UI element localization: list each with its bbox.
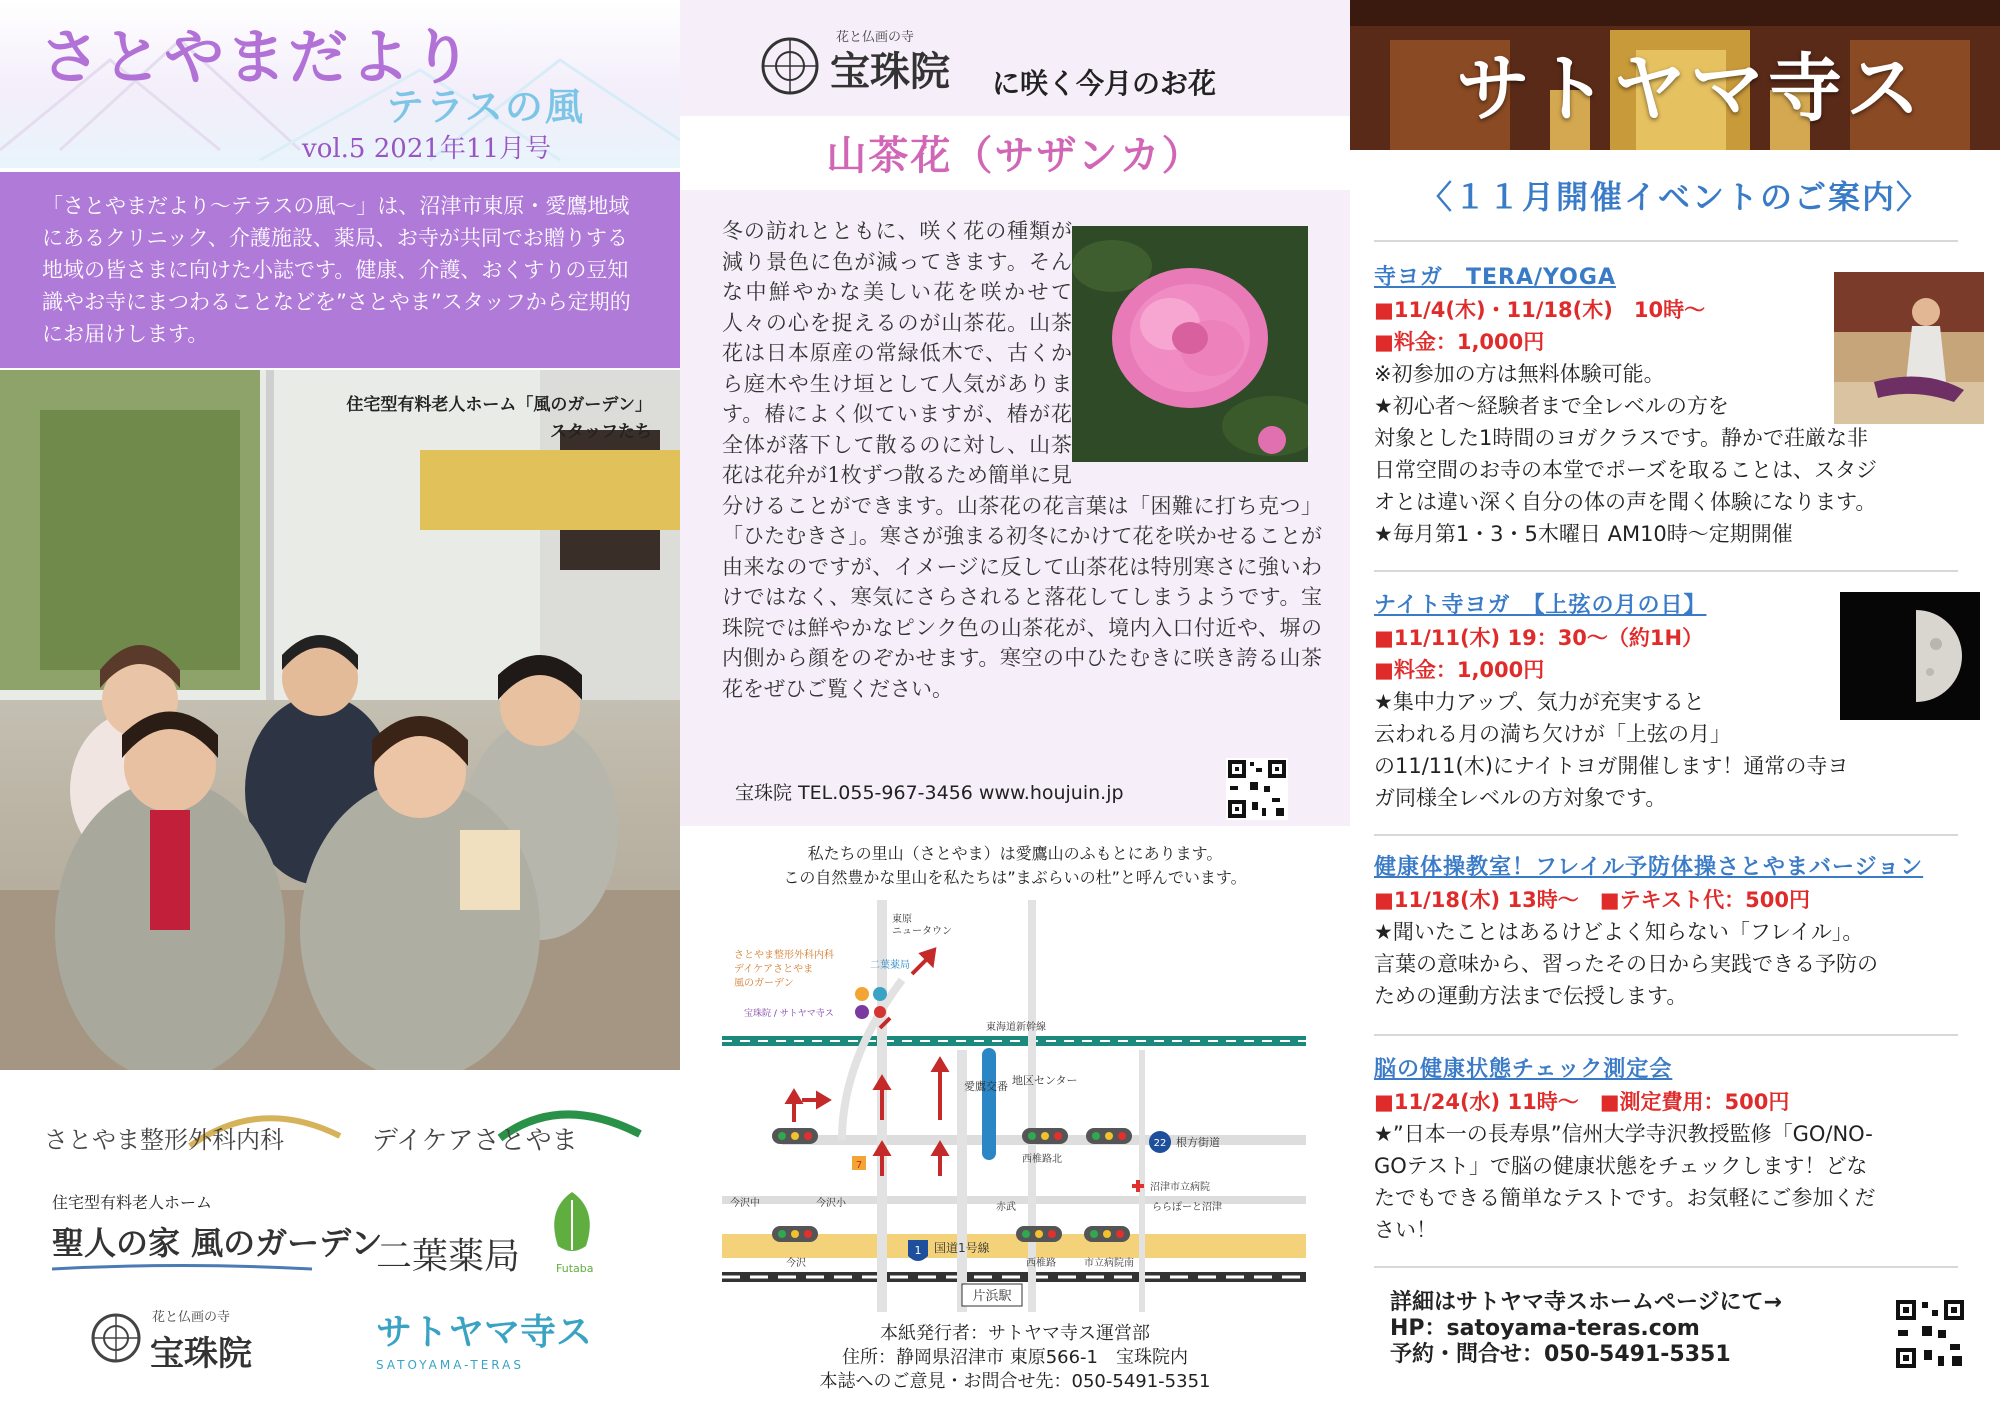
right-column — [1350, 0, 2000, 1414]
photo-caption-line1: 住宅型有料老人ホーム「風のガーデン」 — [346, 395, 652, 415]
newsletter-subtitle: テラスの風 — [386, 85, 585, 129]
home-logo-small: 住宅型有料老人ホーム — [52, 1193, 213, 1212]
clinic-logo: さとやま整形外科内科 — [44, 1126, 284, 1154]
event-fee: ■料金：1,000円 — [1374, 330, 1545, 354]
map-label-route1-num: 1 — [914, 1244, 922, 1257]
map-label-imazawa-el: 今沢小 — [816, 1198, 846, 1209]
events-banner — [1350, 0, 2000, 150]
flower-header — [680, 0, 1350, 116]
event-line: ★聞いたことはあるけどよく知らない「フレイル」。 — [1374, 920, 1864, 944]
half-moon-photo — [1840, 592, 1980, 720]
event-line: ための運動方法まで伝授します。 — [1374, 984, 1688, 1008]
home-logo: 聖人の家 風のガーデン — [52, 1224, 383, 1262]
publisher-line3: 本誌へのご意見・お問合せ先：050-5491-5351 — [819, 1371, 1211, 1392]
publisher-line1: 本紙発行者：サトヤマ寺ス運営部 — [880, 1323, 1150, 1344]
issue-volume: vol.5 2021年11月号 — [302, 134, 551, 164]
event-line: たでもできる簡単なテストです。お気軽にご参加くだ — [1374, 1186, 1876, 1210]
svg-text:ニュータウン: ニュータウン — [892, 926, 952, 937]
divider — [1374, 1266, 1958, 1268]
leaf-icon — [546, 1190, 598, 1260]
flower-tagline: に咲く今月のお花 — [992, 67, 1217, 100]
event-line: ガ同様全レベルの方対象です。 — [1374, 786, 1667, 810]
event-night-yoga — [1374, 590, 1984, 814]
photo-float-spacer — [1072, 216, 1322, 466]
temple-contact: 宝珠院 TEL.055-967-3456 www.houjuin.jp — [735, 782, 1124, 804]
map-label-newtown: 東原 — [892, 914, 912, 925]
event-line: ★初心者〜経験者まで全レベルの方を — [1374, 394, 1729, 418]
divider — [1374, 570, 1958, 572]
event-line: ★集中力アップ、気力が充実すると — [1374, 690, 1705, 714]
intro-text: 「さとやまだより〜テラスの風〜」は、沼津市東原・愛鷹地域にあるクリニック、介護施設、薬局、お寺が共同でお贈りする地域の皆さまに向けた小誌です。健康、介護、おくすりの豆知識やお寺にまつわることなどを”さとやま”スタッフから定期的にお届けします。 — [0, 172, 680, 368]
event-line: ※初参加の方は無料体験可能。 — [1374, 362, 1665, 386]
flower-title: 山茶花（サザンカ） — [826, 133, 1204, 179]
map-label-temple: 宝珠院 / サトヤマ寺ス — [744, 1009, 834, 1019]
event-brain-check — [1374, 1054, 1984, 1246]
access-map — [722, 900, 1306, 1312]
event-date-fee: ■11/24(水) 11時〜 ■測定費用：500円 — [1374, 1090, 1790, 1114]
footer-phone[interactable]: 予約・問合せ：050-5491-5351 — [1390, 1342, 1731, 1367]
event-title[interactable]: 寺ヨガ TERA/YOGA — [1374, 265, 1616, 290]
map-label-center: 地区センター — [1012, 1074, 1078, 1087]
map-label-pharmacy: 二葉薬局 — [870, 960, 910, 971]
staff-group-image — [0, 370, 680, 1070]
map-label-seven: 7 — [855, 1160, 863, 1171]
event-line: GOテスト」で脳の健康状態をチェックします！どな — [1374, 1154, 1868, 1178]
event-date-fee: ■11/18(木) 13時〜 ■テキスト代：500円 — [1374, 888, 1810, 912]
map-label-route22: 22 — [1153, 1138, 1167, 1149]
event-line: の11/11(木)にナイトヨガ開催します！通常の寺ヨ — [1374, 754, 1849, 778]
left-column — [0, 0, 680, 1414]
divider — [1374, 1034, 1958, 1036]
teras-logo: サトヤマ寺ス — [376, 1312, 593, 1353]
event-line: 言葉の意味から、習ったその日から実践できる予防の — [1374, 952, 1878, 976]
temple-logo: 宝珠院 — [150, 1334, 252, 1374]
event-date: ■11/4(木)・11/18(木) 10時〜 — [1374, 298, 1706, 322]
map-intro-line1: 私たちの里山（さとやま）は愛鷹山のふもとにあります。 — [807, 844, 1223, 863]
home-logo-underline — [52, 1264, 312, 1274]
map-label-imazawa: 今沢 — [786, 1258, 806, 1269]
yoga-photo — [1834, 272, 1984, 424]
map-label-akatake: 赤武 — [996, 1202, 1016, 1213]
temple-header-name: 宝珠院 — [830, 48, 950, 95]
map-label-daycare: デイケアさとやま — [734, 964, 814, 975]
divider — [1374, 240, 1958, 242]
event-line: 云われる月の満ち欠けが「上弦の月」 — [1374, 722, 1731, 746]
banner-title: サトヤマ寺ス — [1456, 46, 1924, 132]
teras-logo-en: SATOYAMA-TERAS — [376, 1358, 524, 1372]
temple-seal-icon — [760, 36, 820, 96]
middle-column — [680, 0, 1350, 1414]
newsletter-title: さとやまだより — [40, 23, 474, 93]
masthead — [0, 0, 680, 168]
staff-photo — [0, 370, 680, 1070]
flower-article-text: 冬の訪れとともに、咲く花の種類が減り景色に色が減ってきます。そんな中鮮やかな美しい花を咲かせて人々の心を捉えるのが山茶花。山茶花は日本原産の常緑低木で、古くから庭木や生け垣として人気があります。椿によく似ていますが、椿が花全体が落下して散るのに対し、山茶花は花弁が1枚ずつ散るため簡単に見分けることができます。山茶花の花言葉は「困難に打ち克つ」「ひたむきさ」。寒さが強まる初冬にかけて花を咲かせることが由来なのですが、イメージに反して山茶花は特別寒さに強いわけではなく、寒気にさらされると落花してしまうようです。宝珠院では鮮やかなピンク色の山茶花が、境内入口付近や、塀の内側から顔をのぞかせます。寒空の中ひたむきに咲き誇る山茶花をぜひご覧ください。 — [722, 219, 1322, 701]
event-frailty-exercise — [1374, 852, 1984, 1012]
event-title[interactable]: 健康体操教室！フレイル予防体操さとやまバージョン — [1374, 855, 1924, 880]
event-line: さい！ — [1374, 1218, 1437, 1242]
event-line: 対象とした1時間のヨガクラスです。静かで荘厳な非 — [1374, 426, 1869, 450]
footer-homepage[interactable]: HP：satoyama-teras.com — [1390, 1316, 1700, 1341]
access-map-drawing — [722, 900, 1306, 1312]
event-title[interactable]: 脳の健康状態チェック測定会 — [1374, 1057, 1673, 1082]
map-label-nishishiikaji: 西椎路 — [1026, 1258, 1056, 1269]
publisher-line2: 住所：静岡県沼津市 東原566-1 宝珠院内 — [841, 1347, 1189, 1368]
photo-caption — [346, 392, 652, 446]
map-label-koban: 愛鷹交番 — [964, 1080, 1008, 1093]
event-tera-yoga — [1374, 262, 1984, 550]
flower-article-body — [722, 216, 1322, 704]
event-line: オとは違い深く自分の体の声を聞く体験になります。 — [1374, 490, 1877, 514]
event-fee: ■料金：1,000円 — [1374, 658, 1545, 682]
divider — [1374, 834, 1958, 836]
flower-article — [680, 190, 1350, 826]
footer-details: 詳細はサトヤマ寺スホームページにて→ — [1390, 1290, 1782, 1315]
temple-qr-code-icon[interactable] — [1226, 758, 1288, 820]
event-line: ★”日本一の長寿県”信州大学寺沢教授監修「GO/NO- — [1374, 1122, 1873, 1146]
map-label-lalaport: ららぽーと沼津 — [1152, 1202, 1222, 1213]
map-label-hospital-minami: 市立病院南 — [1084, 1258, 1134, 1269]
map-label-home: 風のガーデン — [734, 978, 794, 989]
daycare-logo: デイケアさとやま — [372, 1126, 578, 1156]
event-line: 日常空間のお寺の本堂でポーズを取ることは、スタジ — [1374, 458, 1877, 482]
map-label-route1: 国道1号線 — [934, 1241, 990, 1255]
event-date: ■11/11(木) 19：30〜（約1H） — [1374, 626, 1704, 650]
temple-logo-small: 花と仏画の寺 — [152, 1310, 231, 1325]
events-heading: 〈１１月開催イベントのご案内〉 — [1419, 178, 1930, 216]
photo-caption-line2: スタッフたち — [550, 422, 652, 442]
temple-seal-icon — [90, 1312, 142, 1364]
map-label-hospital: 沼津市立病院 — [1150, 1182, 1210, 1193]
map-label-neyoko: 根方街道 — [1176, 1136, 1220, 1149]
map-label-nishishiikaji-kita: 西椎路北 — [1022, 1154, 1062, 1165]
publisher-info — [680, 1322, 1350, 1394]
event-line: ★毎月第1・3・5木曜日 AM10時〜定期開催 — [1374, 522, 1793, 546]
event-title[interactable]: ナイト寺ヨガ 【上弦の月の日】 — [1374, 593, 1707, 618]
pharmacy-logo: 二葉薬局 — [376, 1236, 521, 1277]
map-label-clinic: さとやま整形外科内科 — [734, 950, 834, 961]
temple-header-small: 花と仏画の寺 — [836, 30, 915, 45]
map-intro-line2: この自然豊かな里山を私たちは”まぶらいの杜”と呼んでいます。 — [783, 868, 1247, 887]
homepage-qr-code-icon[interactable] — [1894, 1298, 1966, 1370]
map-label-imazawa-jr: 今沢中 — [730, 1198, 760, 1209]
map-intro — [680, 842, 1350, 890]
pharmacy-logo-en: Futaba — [556, 1262, 594, 1275]
map-label-shinkansen: 東海道新幹線 — [986, 1022, 1046, 1033]
partner-logos — [0, 1078, 680, 1414]
map-label-station: 片浜駅 — [972, 1289, 1012, 1304]
footer-info — [1390, 1290, 1782, 1368]
